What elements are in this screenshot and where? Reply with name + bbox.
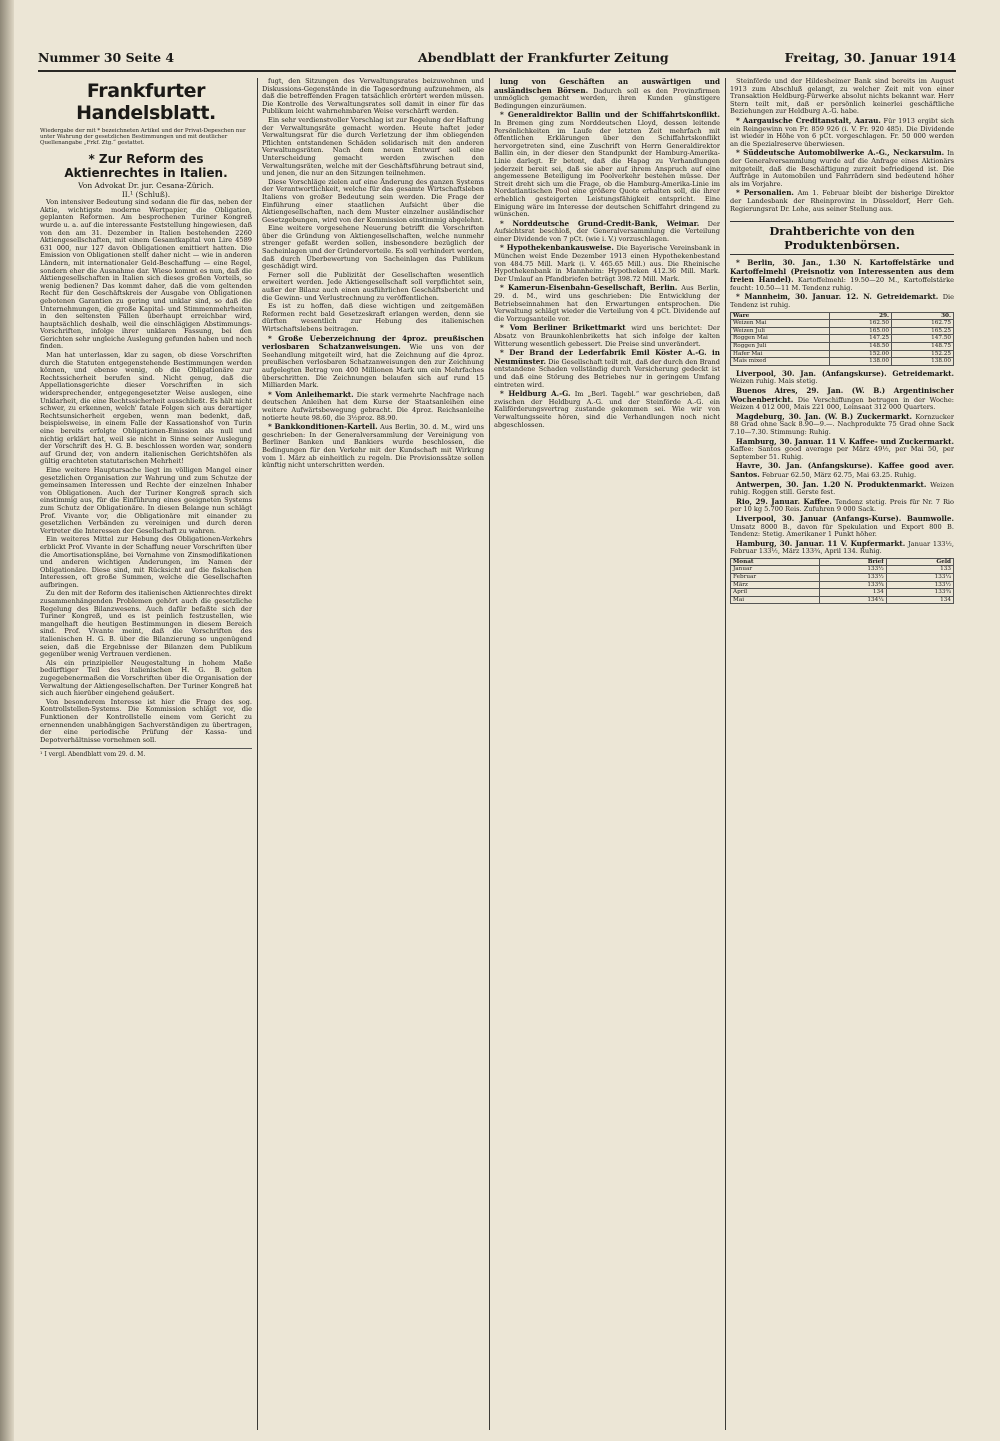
market-report [730,413,954,437]
page-number: Nummer 30 Seite 4 [38,50,175,65]
page-edge-shadow [0,0,14,1441]
news-item-title: * Hypothekenbankausweise. [500,243,614,253]
market-report-head: Rio, 29. Januar. Kaffee. [736,496,832,506]
market-report-text: Januar 133½, Februar 133½, März 133¾, April 134. Ruhig. [730,539,954,556]
market-report-head: Antwerpen, 30. Jan. 1.20 N. Produktenmarkt. [736,479,927,489]
news-item-text: Der Aufsichtsrat beschloß, der Generalversammlung die Verteilung einer Dividende von 7 pCt. (wie i. V.) vorzuschlagen. [494,219,720,243]
market-report-head: * Mannheim, 30. Januar. 12. N. Getreidemarkt. [736,292,939,302]
table-row [731,350,954,358]
news-item [730,149,954,188]
article-paragraph: Von besonderem Interesse ist hier die Frage des sog. Kontrollstellen-Systems. Die Kommission schlägt vor, die Funktionen der Kontrollstelle einem vom Gericht zu ernennenden unabhängigen Sachverständigen zu übertragen, der eine periodische Prüfung der Kassa- und Depotverhältnisse vornehmen soll. [40,697,252,744]
news-item [494,220,720,244]
article-paragraph: Diese Vorschläge zielen auf eine Änderung des ganzen Systems der Verantwortlichkeit, welche für das gesamte Wirtschaftsleben Italiens von großer Bedeutung sein werden. Die Frage der Einführung einer staatlichen Aufsicht über die Aktiengesellschaften, nach dem Muster einzelner ausländischer Gesetzgebungen, wird von der Kommission einstimmig abgelehnt. [262,177,484,224]
news-item-title: * Große Ueberzeichnung der 4proz. preußischen verlosbaren Schatzanweisungen. [262,333,484,352]
column-3 [494,78,720,1430]
news-item [494,349,720,389]
news-item [262,423,484,470]
table-cell: 152.25 [892,350,954,358]
news-item-title: * Norddeutsche Grund-Credit-Bank, Weimar. [500,218,700,228]
table-cell: 134 [819,589,886,597]
news-item-text: Aus Berlin, 29. d. M., wird uns geschrieben: Die Entwicklung der Betriebseinnahmen hat den Erwartungen entsprochen. Die Verwaltung schlägt wieder die Verteilung von 4 pCt. Dividende auf die Vorzugsanteile vor. [494,284,720,323]
news-item [494,324,720,348]
table-cell: 134 [886,596,953,604]
column-2 [262,78,484,1430]
news-item-title: * Süddeutsche Automobilwerke A.-G., Neckarsulm. [736,148,945,158]
table-row [731,589,954,597]
news-item [730,117,954,148]
news-items [494,78,720,429]
news-item-title: * Der Brand der Lederfabrik Emil Köster A.-G. in Neumünster. [494,348,720,366]
market-report-text: Weizen ruhig. Roggen still. Gerste fest. [730,480,954,497]
market-report-text: Tendenz stetig. Preis für Nr. 7 Rio per 10 kg 5.700 Reis. Zufuhren 9 000 Sack. [730,497,954,514]
table-row [731,596,954,604]
article-part: II.¹ (Schluß). [121,189,171,199]
news-item [730,78,954,116]
market-report [730,438,954,462]
table-header: Ware [731,312,830,320]
column-4 [730,78,954,1430]
masthead-rule [38,70,956,72]
table-cell: 147.25 [830,335,892,343]
table-cell: 147.50 [892,335,954,343]
reprint-note: Wiedergabe der mit * bezeichneten Artikel und der Privat-Depeschen nur unter Wahrung der gesetzlichen Bestimmungen und mit deutlicher Quellenangabe „Frkf. Ztg.“ gestattet. [40,128,246,146]
table-cell: Weizen Juli [731,327,830,335]
column-rule [725,78,726,1430]
market-report-head: Liverpool, 30. Januar (Anfangs-Kurse). Baumwolle. [736,513,954,523]
table-cell: 134¼ [819,596,886,604]
table-cell: März [731,581,820,589]
news-item-text: Die Gesellschaft teilt mit, daß der durch den Brand entstandene Schaden vollständig durch Versicherung gedeckt ist und daß eine Störung des Betriebes nur in geringem Umfang eintreten wird. [494,357,720,389]
market-report-head: Magdeburg, 30. Jan. (W. B.) Zuckermarkt. [736,411,912,421]
news-item-text: Im „Berl. Tagebl.“ war geschrieben, daß zwischen der Heldburg A.-G. und der Steinförde A.-G. ein Kaliförderungsvertrag zustande gekommen sei. Wie wir von Verwaltungsseite hören, sind die Verhandlungen noch nicht abgeschlossen. [494,390,720,429]
table-cell: 133½ [819,574,886,582]
market-report-text: Umsatz 8000 B., davon für Spekulation und Export 800 B. Tendenz: Stetig. Amerikaner 1 Punkt höher. [730,522,954,539]
table-row [731,358,954,366]
news-item-text: Steinförde und der Hildesheimer Bank sind bereits im August 1913 zum Abschluß gelangt, zu welcher Zeit mit von einer Transaktion Heldburg-Fürwerke absolut nichts bekannt war. Herr Stern teilt mit, daß er persönlich keinerlei geschäftliche Beziehungen zur Heldburg A.-G. habe. [730,78,954,116]
market-report [730,498,954,514]
news-item-text: Wie uns von der Seehandlung mitgeteilt wird, hat die Zeichnung auf die 4proz. preußischen verlosbaren Schatzanweisungen den zur Zeichnung aufgelegten Betrag von 400 Millionen Mark um ein Mehrfaches überschritten. Die Zeichnungen belaufen sich auf rund 15 Milliarden Mark. [262,343,484,390]
table-cell: 133½ [886,581,953,589]
market-report [730,387,954,412]
market-report-head: Hamburg, 30. Januar. 11 V. Kupfermarkt. [736,538,906,548]
market-report-text: Weizen ruhig. Mais stetig. [730,377,818,386]
market-report [730,515,954,539]
news-item-text: wird uns berichtet: Der Absatz von Braunkohlenbriketts hat sich infolge der kalten Witterung wesentlich gebessert. Die Preise sind unverändert. [494,324,720,348]
article-paragraph: Ein weiteres Mittel zur Hebung des Obligationen-Verkehrs erblickt Prof. Vivante in der Schaffung neuer Vorschriften über die Amortisationspläne, bei Vornahme von Zinsmodifikationen und anderen wichtigen Änderungen, im Namen der Obligationäre. Diese sind, mit Rücksicht auf die fiskalischen Interessen, oft große Summen, welche die Gesellschaften aufbringen. [40,535,252,589]
table-cell: 162.75 [892,320,954,328]
news-items [730,78,954,213]
table-cell: 138.00 [892,358,954,366]
news-item [730,189,954,213]
market-report-text: Die Tendenz ist ruhig. [730,293,954,310]
article-paragraph: Als ein prinzipieller Neugestaltung in hohem Maße bedürftiger Teil des italienischen H. G. B. gelten zugegebenermaßen die Vorschriften über die Organisation der Verwaltung der Aktiengesellschaften. Der Turiner Kongreß hat sich auch hierüber eingehend geäußert. [40,658,252,698]
table-cell: Roggen Juli [731,343,830,351]
table-row [731,335,954,343]
table-cell: Mais mixed [731,358,830,366]
news-item [494,244,720,283]
article-paragraph: Ferner soll die Publizität der Gesellschaften wesentlich erweitert werden. Jede Aktiengesellschaft soll verpflichtet sein, außer der Bilanz auch einen ausführlichen Geschäftsbericht und die Gewinn- und Verlustrechnung zu veröffentlichen. [262,270,484,302]
column-1 [40,78,252,1430]
table-row [731,327,954,335]
grain-price-table [730,312,954,366]
table-cell: 133¾ [819,581,886,589]
article-body [40,199,252,744]
market-report [730,293,954,309]
market-report-head: Liverpool, 30. Jan. (Anfangskurse). Getreidemarkt. [736,368,954,378]
section-title: Frankfurter Handelsblatt. [76,80,216,124]
news-item-text: Am 1. Februar bleibt der bisherige Direktor der Landesbank der Rheinprovinz in Düsseldorf, Herr Geh. Regierungsrat Dr. Lohe, aus seiner Stellung aus. [730,189,954,213]
news-item-title: * Bankkonditionen-Kartell. [268,422,378,432]
column-rule [257,78,258,1430]
news-item-title: * Generaldirektor Ballin und der Schiffahrtskonflikt. [500,110,720,120]
market-report-head: * Berlin, 30. Jan., 1.30 N. Kartoffelstärke und Kartoffelmehl (Preisnotiz von Interessenten aus dem freien Handel). [730,258,954,285]
table-cell: 148.50 [830,343,892,351]
market-report-text: Kaffee: Santos good average per März 49½, per Mai 50, per September 51. Ruhig. [730,445,954,461]
article-paragraph: Es ist zu hoffen, daß diese wichtigen und zeitgemäßen Reformen recht bald Gesetzeskraft erlangen werden, denn sie dürften wesentlich zur Hebung des italienischen Wirtschaftslebens beitragen. [262,302,484,333]
masthead [38,50,956,70]
table-cell: 148.75 [892,343,954,351]
market-report-head: Hamburg, 30. Januar. 11 V. Kaffee- und Zuckermarkt. [736,436,954,446]
news-item [494,111,720,218]
table-cell: 133¾ [886,589,953,597]
market-report-head: Havre, 30. Jan. (Anfangskurse). Kaffee good aver. Santos. [730,461,954,479]
issue-date: Freitag, 30. Januar 1914 [784,50,956,65]
market-report [730,462,954,479]
news-item-title: * Kamerun-Eisenbahn-Gesellschaft, Berlin. [500,283,678,293]
news-item [494,390,720,429]
news-item-text: Für 1913 ergibt sich ein Reingewinn von Fr. 859 926 (i. V. Fr. 920 485). Die Dividende ist wieder in Höhe von 6 pCt. vorgeschlagen. Fr. 50 000 werden an die Spezialreserve überwiesen. [730,116,954,148]
news-items [262,335,484,470]
table-header: Brief [819,558,886,566]
table-cell: 152.00 [830,350,892,358]
news-item-title: * Vom Berliner Brikettmarkt [500,323,626,333]
copper-price-table [730,558,954,605]
news-item-title: * Heldburg A.-G. [500,389,571,399]
article-continuation [262,78,484,334]
article-paragraph: Ein sehr verdienstvoller Vorschlag ist zur Regelung der Haftung der Verwaltungsräte gemacht worden. Heute haftet jeder Verwaltungsrat für die durch Verletzung der ihm obliegenden Pflichten entstandenen Schäden solidarisch mit den anderen Verwaltungsräten. Nach dem neuen Entwurf soll eine Unterscheidung gemacht werden zwischen den Verwaltungsräten, welche mit der Geschäftsführung betraut sind, und jenen, die nur an den Sitzungen teilnehmen. [262,115,484,178]
news-item-title: * Vom Anleihemarkt. [268,389,354,399]
news-item [494,78,720,110]
table-cell: 162.50 [830,320,892,328]
market-report [730,540,954,556]
table-header: 29. [830,312,892,320]
market-reports-title: Drahtberichte von den Produktenbörsen. [730,221,954,255]
table-row [731,574,954,582]
market-report-text: Februar 62.50, März 62.75, Mai 63.25. Ruhig. [761,470,917,479]
table-cell: 133 [886,566,953,574]
article-paragraph: fugt, den Sitzungen des Verwaltungsrates beizuwohnen und Diskussions-Gegenstände in die Tagesordnung aufzunehmen, als daß die betreffenden Fragen tatsächlich erörtert werden müssen. Die Kontrolle des Verwaltungsrates soll damit in einer für das Publikum leicht wahrnehmbaren Weise verschärft werden. [262,78,484,116]
market-report [730,370,954,386]
table-cell: Hafer Mai [731,350,830,358]
article-byline: Von Advokat Dr. jur. Cesana-Zürich. [78,181,214,190]
table-cell: 165.25 [892,327,954,335]
table-header: Geld [886,558,953,566]
table-cell: April [731,589,820,597]
news-item-text: In Bremen ging zum Norddeutschen Lloyd, dessen leitende Persönlichkeiten im Laufe der letzten Zeit mehrfach mit öffentlichen Erklärungen über den Schiffahrtskonflikt hervorgetreten sind, eine Zuschrift von Herrn Generaldirektor Ballin ein, in der dieser den Standpunkt der Hamburg-Amerika-Linie darlegt. Er betont, daß die Hapag zu Verhandlungen jederzeit bereit sei, daß sie aber auf ihrem Anspruch auf eine angemessene Beteiligung im Poolverkehr bestehen müsse. Der Streit dreht sich um die Frage, ob die Hamburg-Amerika-Linie im Nordatlantischen Pool eine größere Quote erhalten soll, die ihrer erheblich gesteigerten Leistungsfähigkeit entspricht. Eine Einigung wäre im Interesse der deutschen Schiffahrt dringend zu wünschen. [494,118,720,219]
table-row [731,581,954,589]
table-cell: 133½ [819,566,886,574]
news-item [262,391,484,422]
table-header: 30. [892,312,954,320]
table-cell: Weizen Mai [731,320,830,328]
article-paragraph: Eine weitere Hauptursache liegt im völligen Mangel einer gesetzlichen Organisation zur Wahrung und zum Schutze der gemeinsamen Interessen und Rechte der einzelnen Inhaber von Obligationen. Auch der Turiner Kongreß sprach sich einstimmig aus, für die Einführung eines geeigneten Systems zum Schutz der Obligationäre. In diesen Belange nun schlägt Prof. Vivante vor, die Obligationäre mit einander zu gesetzlichen Verbänden zu vereinigen und durch deren Vertreter die Interessen der Gesellschaft zu wahren. [40,465,252,535]
market-report [730,481,954,497]
market-reports-2 [730,370,954,556]
table-cell: Mai [731,596,820,604]
market-report-head: Buenos Aires, 29. Jan. (W. B.) Argentinischer Wochenbericht. [730,386,954,404]
market-report-text: Kartoffelmehl: 19.50—20 M., Kartoffelstärke feucht: 10.50—11 M. Tendenz ruhig. [730,276,954,292]
table-cell: 165.00 [830,327,892,335]
news-item-text: Dadurch soll es den Provinzfirmen unmöglich gemacht werden, ihren Kunden günstigere Bedingungen einzuräumen. [494,86,720,110]
article-paragraph: Von intensiver Bedeutung sind sodann die für das, neben der Aktie, wichtigste moderne Wertpapier, die Obligation, geplanten Reformen. Am besprochenen Turiner Kongreß wurde u. a. auf die interessante Feststellung hingewiesen, daß von den am 31. Dezember in Italien bestehenden 2260 Aktiengesellschaften, mit einem Gesamtkapital von Lire 4589 631 000, nur 127 davon Obligationen emittiert hatten. Die Emission von Obligationen stellt daher nicht — wie in anderen Ländern, mit internationaler Geld-Beschaffung — eine Regel, sondern eher die Ausnahme dar. Wieso kommt es nun, daß die Aktiengesellschaften in Italien sich dieses großen Vorteils, so wenig bedienen? Das kommt daher, daß die vom geltenden Recht für den Geschäftskreis der Ausgabe von Obligationen gebotenen Garantien zu gering und unklar sind, so daß die Unternehmungen, die große Kapital- und Stimmenmehrheiten in den seltensten Fällen überhaupt erreichbar wird, hauptsächlich deshalb, weil die einschlägigen Abstimmungs-Vorschriften, infolge ihrer unklaren Fassung, bei den Gerichten sehr ungleiche Auslegung gefunden haben und noch finden. [40,198,252,351]
column-rule [489,78,490,1430]
table-header: Monat [731,558,820,566]
article-headline: * Zur Reform des Aktienrechtes in Italien. [64,152,228,180]
table-cell: 133¼ [886,574,953,582]
market-report-text: Die Verschiffungen betrugen in der Woche: Weizen 4 012 000, Mais 221 000, Leinsaat 312 000 Quarters. [730,395,954,412]
news-item-title: * Personalien. [736,188,794,198]
market-reports [730,259,954,310]
news-item [494,284,720,323]
table-row [731,343,954,351]
table-cell: Januar [731,566,820,574]
news-item-title: * Aargauische Creditanstalt, Aarau. [736,115,881,125]
news-item-text: In der Generalversammlung wurde auf die Anfrage eines Aktionärs mitgeteilt, daß die Beschäftigung zurzeit befriedigend ist. Die Aufträge in Automobilen und Fahrrädern sind bedeutend höher als im Vorjahre. [730,149,954,188]
market-report [730,259,954,292]
news-item-text: Die Bayerische Vereinsbank in München weist Ende Dezember 1913 einen Hypothekenbestand von 484.75 Mill. Mark (i. V. 465.65 Mill.) aus. Die Rheinische Hypothekenbank in Mannheim: Hypotheken 412.36 Mill. Mark. Der Umlauf an Pfandbriefen beträgt 398.72 Mill. Mark. [494,244,720,283]
news-item-text: Die stark vermehrte Nachfrage nach deutschen Anleihen hat dem Kurse der Staatsanleihen eine weitere Aufwärtsbewegung gebracht. Die 4proz. Reichsanleihe notierte heute 98.60, die 3½proz. 88.90. [262,390,484,422]
table-row [731,566,954,574]
table-cell: 138.00 [830,358,892,366]
article-footnote: ¹ I vergl. Abendblatt vom 29. d. M. [40,748,252,759]
news-item-title: lung von Geschäften an auswärtigen und ausländischen Börsen. [494,78,720,95]
news-item-text: Aus Berlin, 30. d. M., wird uns geschrieben: In der Generalversammlung der Vereinigung von Berliner Banken und Bankiers wurde beschlossen, die Bedingungen für den Verkehr mit der Kundschaft mit Wirkung vom 1. März ab einheitlich zu regeln. Die Provisionssätze sollen künftig nicht unterschritten werden. [262,423,484,470]
article-paragraph: Eine weitere vorgesehene Neuerung betrifft die Vorschriften über die Gründung von Aktiengesellschaften, welche nunmehr strenger gefaßt werden sollen, insbesondere bezüglich der Sacheinlagen und der Gründervorteile. Es soll verhindert werden, daß durch Überbewertung von Sacheinlagen das Publikum geschädigt wird. [262,224,484,271]
article-paragraph: Zu den mit der Reform des italienischen Aktienrechtes direkt zusammenhängenden Problemen gehört auch die gesetzliche Regelung des Bilanzwesens. Auch dafür befaßte sich der Turiner Kongreß, und es ist peinlich festzustellen, wie mangelhaft die heutigen Bestimmungen in diesem Bereich sind. Prof. Vivante meint, daß die Vorschriften des italienischen H. G. B. über die Bilanzierung so ungenügend seien, daß die Ergebnisse der Bilanzen dem Publikum gegenüber wenig Vertrauen verdienen. [40,589,252,659]
table-cell: Roggen Mai [731,335,830,343]
news-item [262,335,484,390]
table-cell: Februar [731,574,820,582]
table-row [731,320,954,328]
market-report-text: Kornzucker 88 Grad ohne Sack 8.90—9.—. Nachprodukte 75 Grad ohne Sack 7.10—7.30. Stimmung: Ruhig. [730,412,954,436]
article-paragraph: Man hat unterlassen, klar zu sagen, ob diese Vorschriften durch die Statuten entgegenstehende Bestimmungen werden können, und ebenso wenig, ob die Obligationäre zur Rechtssicherheit berufen sind. Nicht genug, daß die Appellationsgerichte dieser Vorschriften in sich widersprechender, entgegengesetzter Weise auslegen, eine Unklarheit, die eine Rechtssicherheit ausschließt. Es hält nicht schwer, zu erkennen, welch' fatale Folgen sich aus derartiger Rechtsunsicherheit ergeben, wenn man bedenkt, daß, beispielsweise, in einem Falle der Kassationshof von Turin eine bereits erfolgte Obligationen-Emission als null und nichtig erklärt hat, weil sie nicht in Sinne seiner Auslegung der Vorschrift des H. G. B. beschlossen worden war, sondern auf Grund der, von andern italienischen Gerichtshöfen als gültig erachteten statutarischen Mehrheit! [40,351,252,466]
newspaper-name: Abendblatt der Frankfurter Zeitung [418,50,669,65]
